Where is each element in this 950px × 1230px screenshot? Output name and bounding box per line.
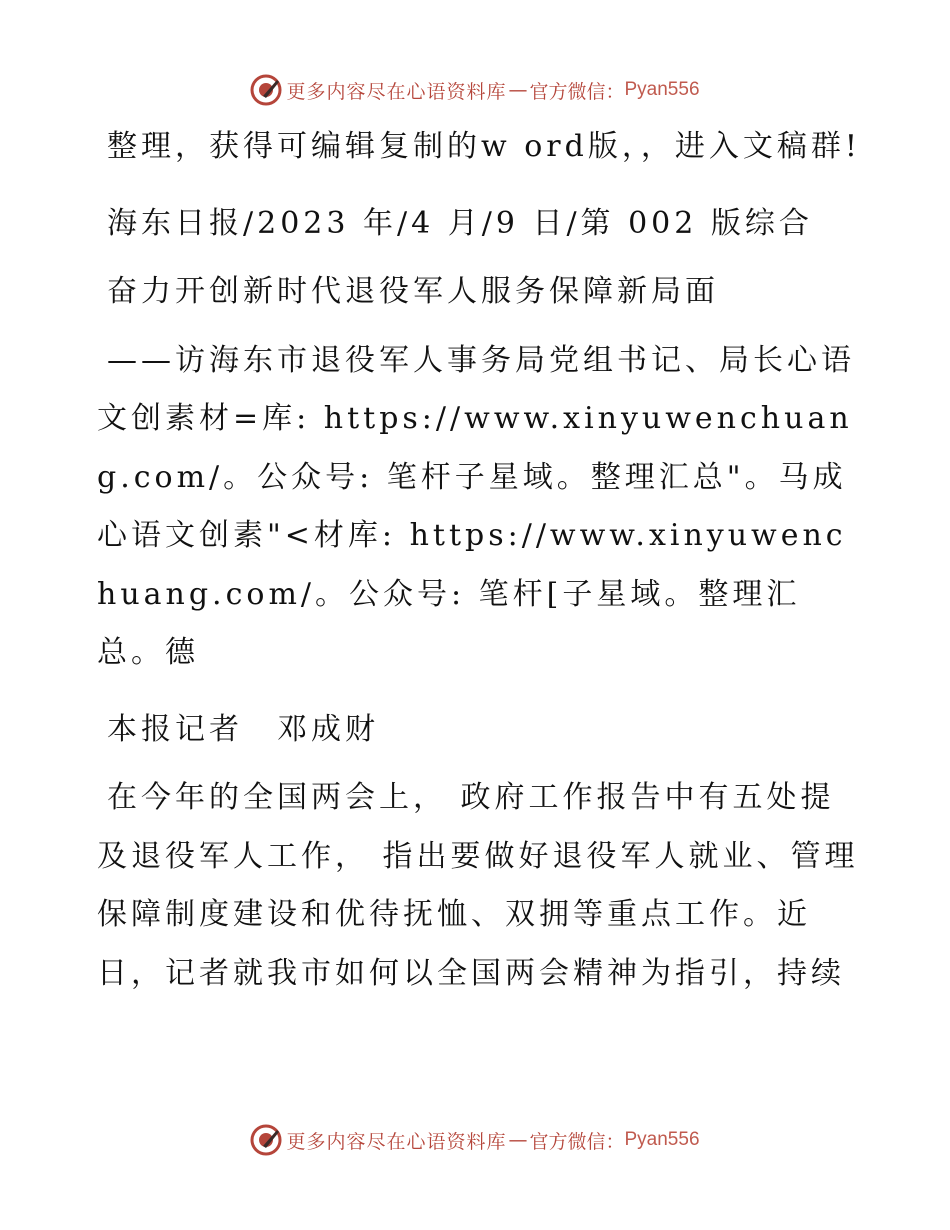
byline: 本报记者 邓成财: [107, 711, 379, 747]
header-watermark: [0, 70, 950, 110]
watermark-text: 更多内容尽在心语资料库: [286, 1130, 507, 1153]
body-paragraph: 在今年的全国两会上， 政府工作报告中有五处提及退役军人工作， 指出要做好退役军人就业、管理保障制度建设和优待抚恤、双拥等重点工作。近日，记者就我市如何以全国两会精神为指引，持续: [97, 780, 859, 991]
watermark-contact-id: Pyan556: [624, 79, 700, 100]
article-subtitle: ——访海东市退役军人事务局党组书记、局长心语文创素材=库: https://www.xinyuwenchuang.com/。公众号: 笔杆子星域。整理汇总"。马成心语文创素"<材库: https://www.xinyuwenchuang.com/。公众号: 笔杆[子星域。整理汇总。德: [97, 342, 855, 670]
brush-logo-icon: [250, 74, 282, 106]
watermark-separator: —: [508, 1129, 528, 1151]
watermark-text: 更多内容尽在心语资料库: [286, 80, 507, 103]
article-title: 奋力开创新时代退役军人服务保障新局面: [107, 274, 719, 309]
watermark-separator: —: [508, 79, 528, 101]
watermark-contact-id: Pyan556: [624, 1129, 700, 1150]
publication-line: 海东日报/2023 年/4 月/9 日/第 002 版综合: [107, 205, 813, 241]
intro-paragraph: 整理，获得可编辑复制的w ord版，，进入文稿群!: [107, 129, 861, 164]
footer-watermark: [0, 1120, 950, 1160]
brush-logo-icon: [250, 1124, 282, 1156]
watermark-contact-label: 官方微信：: [529, 1130, 625, 1153]
document-body: [97, 118, 867, 1021]
watermark-contact-label: 官方微信：: [529, 80, 625, 103]
